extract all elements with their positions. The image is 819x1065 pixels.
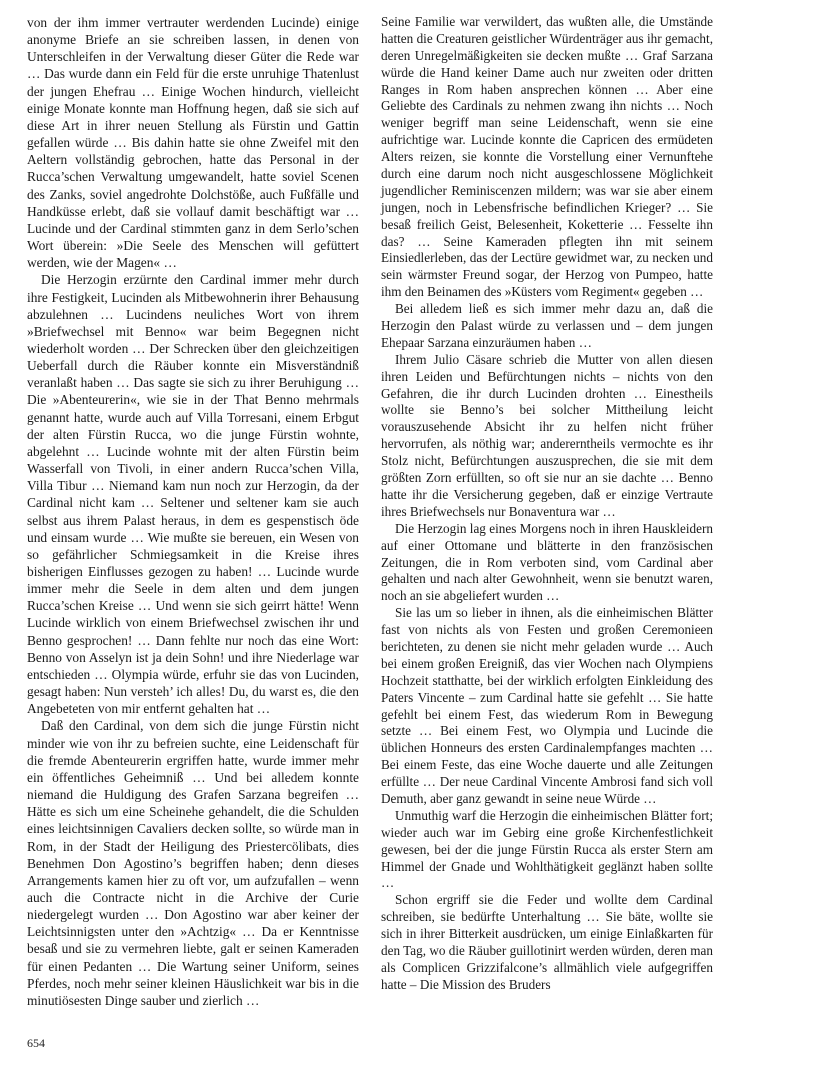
right-column bbox=[381, 14, 713, 994]
paragraph: Unmuthig warf die Herzogin die einheimischen Blätter fort; wieder auch war im Gebirg eine große Kirchenfestlichkeit gewesen, bei der die junge Fürstin Rucca als erster Stern am Himmel der Gnade und Wohlthätigkeit geglänzt haben sollte … bbox=[381, 807, 713, 891]
paragraph: Schon ergriff sie die Feder und wollte dem Cardinal schreiben, sie bedürfte Unterhaltung … Sie bäte, wollte sie sich in ihrer Bitterkeit ausdrücken, um einige Einlaßkarten für den Tag, wo die Räuber guillotinirt werden würden, deren man als Complicen Grizzifalcone’s allmählich viele aufgegriffen hatte – Die Mission des Bruders bbox=[381, 892, 713, 992]
paragraph: Seine Familie war verwildert, das wußten alle, die Umstände hatten die Creaturen geistlicher Würdenträger aus ihr gemacht, deren Unregelmäßigkeiten sie decken mußte … Graf Sarzana würde die Hand keiner Dame auch nur zweiten oder dritten Ranges in Rom haben ansprechen können … Aber eine Geliebte des Cardinals zu nehmen zwang ihn nichts … Noch weniger begriff man seine Leidenschaft, wenn sie eine aufrichtige war. Lucinde konnte die Capricen des ermüdeten Alters reizen, sie konnte die Vorstellung einer Vernunftehe durch eine darum noch nicht ausgeschlossene Möglichkeit jugendlicher Reminiscenzen mildern; was war sie aber einem jungen, noch in Lebensfrische befindlichen Krieger? … Sie besaß freilich Geist, Belesenheit, Koketterie … Fesselte ihn das? … Seine Kameraden pflegten ihn mit seinem Einsiedlerleben, das der Lectüre gewidmet war, zu necken und sein wärmster Freund sogar, der Herzog von Pumpeo, hatte ihm den Beinamen des »Küsters vom Regiment« gegeben … bbox=[381, 14, 713, 300]
page-number: 654 bbox=[27, 1036, 45, 1050]
paragraph: Die Herzogin erzürnte den Cardinal immer mehr durch ihre Festigkeit, Lucinden als Mitbewohnerin ihrer Behausung abzulehnen … Lucindens neuliches Wort von ihrem »Briefwechsel mit Benno« war beim Begegnen nicht wiederholt worden … Der Schrecken über den gleichzeitigen Ueberfall durch die Räuber konnte ein Misverständniß veranlaßt haben … Das sagte sie sich zu ihrer Beruhigung … Die »Abenteurerin«, wie sie in der That Benno mehrmals genannt hatte, wurde auch auf Villa Torresani, einem Erbgut der alten Fürstin Rucca, wo die junge Fürstin wohnte, abgelehnt … Lucinde wohnte mit der alten Fürstin beim Wasserfall von Tivoli, in einer andern Rucca’schen Villa, Villa Tibur … Niemand kam nun noch zur Herzogin, da der Cardinal nicht kam … Seltener und seltener kam sie auch selbst aus ihrem Palast heraus, in dem es gespenstisch öde und einsam wurde … Wie mußte sie bereuen, ein Wesen von so gefährlicher Schmiegsamkeit in die Kreise ihres bisherigen Einflusses gezogen zu haben! … Lucinde wurde immer mehr die Seele in dem alten und dem jungen Rucca’schen Kreise … Und wenn sie sich geirrt hätte! Wenn Lucinde wirklich von einem Briefwechsel zwischen ihr und Benno gesprochen! … Dann fehlte nur noch das eine Wort: Benno von Asselyn ist ja dein Sohn! und ihre Niederlage war entschieden … Olympia würde, erfuhr sie das von Lucinden, gesagt haben: Nun versteh’ ich alles! Du, du warst es, die den Angebeteten von mir entfernt gehalten hat … bbox=[27, 272, 359, 717]
paragraph: Sie las um so lieber in ihnen, als die einheimischen Blätter fast von nichts als von Festen und großen Ceremonieen berichteten, zu denen sie nicht mehr geladen wurde … Auch bei einem großen Ereigniß, das vier Wochen nach Olympiens Hochzeit statthatte, bei der wirklich erfolgten Einkleidung des Paters Vincente – zum Cardinal hatte sie gefehlt … Sie hatte gefehlt bei einem Fest, das wiederum Rom in Bewegung setzte … Bei einem Fest, wo Olympia und Lucinde die üblichen Honneurs des ersten Cardinalempfanges machten … Bei einem Feste, das eine Woche dauerte und alle Zeitungen erfüllte … Der neue Cardinal Vincente Ambrosi fand sich voll Demuth, aber ganz gewandt in seine neue Würde … bbox=[381, 605, 713, 806]
left-column bbox=[27, 14, 359, 1009]
paragraph: Ihrem Julio Cäsare schrieb die Mutter von allen diesen ihren Leiden und Befürchtungen nichts – nichts von den Gefahren, die ihr durch Lucinden drohten … Einestheils wollte sie Benno’s bei solcher Mittheilung leicht vorauszusehende Absicht ihr zu helfen nicht früher hervorrufen, als nöthig war; andererntheils vermochte es ihr Stolz nicht, Befürchtungen auszusprechen, die sie mit dem größten Zorn erfüllten, so oft sie nur an sie dachte … Benno hatte ihr die Versicherung gegeben, daß er einzige Vertraute ihres Briefwechsels nur Bonaventura war … bbox=[381, 351, 713, 519]
paragraph: Daß den Cardinal, von dem sich die junge Fürstin nicht minder wie von ihr zu befreien suchte, eine Leidenschaft für die fremde Abenteurerin ergriffen hatte, wurde immer mehr ein öffentliches Geheimniß … Und bei alledem konnte niemand die Huldigung des Grafen Sarzana begreifen … Hätte es sich um eine Scheinehe gehandelt, die die Schulden eines leichtsinnigen Cavaliers decken sollte, so würde man in Rom, in der Stadt der Heiligung des Priestercölibats, dies Benehmen Don Agostino’s begriffen haben; denn dieses Arrangements kamen hier zu oft vor, um aufzufallen – wenn auch die Contracte nicht in die Archive der Curie niedergelegt wurden … Don Agostino war aber keiner der Leichtsinnigsten unter den »Achtzig« … Da er Kenntnisse besaß und sie zu vermehren liebte, galt er seinen Kameraden für einen Pedanten … Die Wartung seiner Uniform, seines Pferdes, noch mehr seiner kleinen Häuslichkeit war bis in die minutiösesten Dinge sauber und zierlich … bbox=[27, 718, 359, 1008]
paragraph: Die Herzogin lag eines Morgens noch in ihren Hauskleidern auf einer Ottomane und blätterte in den französischen Zeitungen, die in Rom verboten sind, vom Cardinal aber gehalten und nach alter Gewohnheit, wenn sie benutzt waren, noch an sie abgeliefert wurden … bbox=[381, 520, 713, 604]
paragraph: von der ihm immer vertrauter werdenden Lucinde) einige anonyme Briefe an sie schreiben lassen, in denen von Unterschleifen in der Verwaltung dieser Güter die Rede war … Das wurde dann ein Feld für die erste unruhige Thatenlust der jungen Ehefrau … Einige Wochen hindurch, vielleicht einige Monate konnte man Hoffnung hegen, daß sie sich auf diese Art in ihrer neuen Stellung als Fürstin und Gattin gefallen würde … Bis dahin hatte sie ohne Zweifel mit den Aeltern vollständig gebrochen, hatte das Personal in der Rucca’schen Verwaltung umgewandelt, hatte soviel Scenen des Zanks, soviel angedrohte Dolchstöße, auch Fußfälle und Handküsse erlebt, daß sie vollauf damit beschäftigt war … Lucinde und der Cardinal stimmten ganz in dem Serlo’schen Wort überein: »Die Seele des Menschen will gefüttert werden, wie der Magen« … bbox=[27, 15, 359, 271]
paragraph: Bei alledem ließ es sich immer mehr dazu an, daß die Herzogin den Palast würde zu verlassen und – dem jungen Ehepaar Sarzana einzuräumen haben … bbox=[381, 301, 713, 350]
